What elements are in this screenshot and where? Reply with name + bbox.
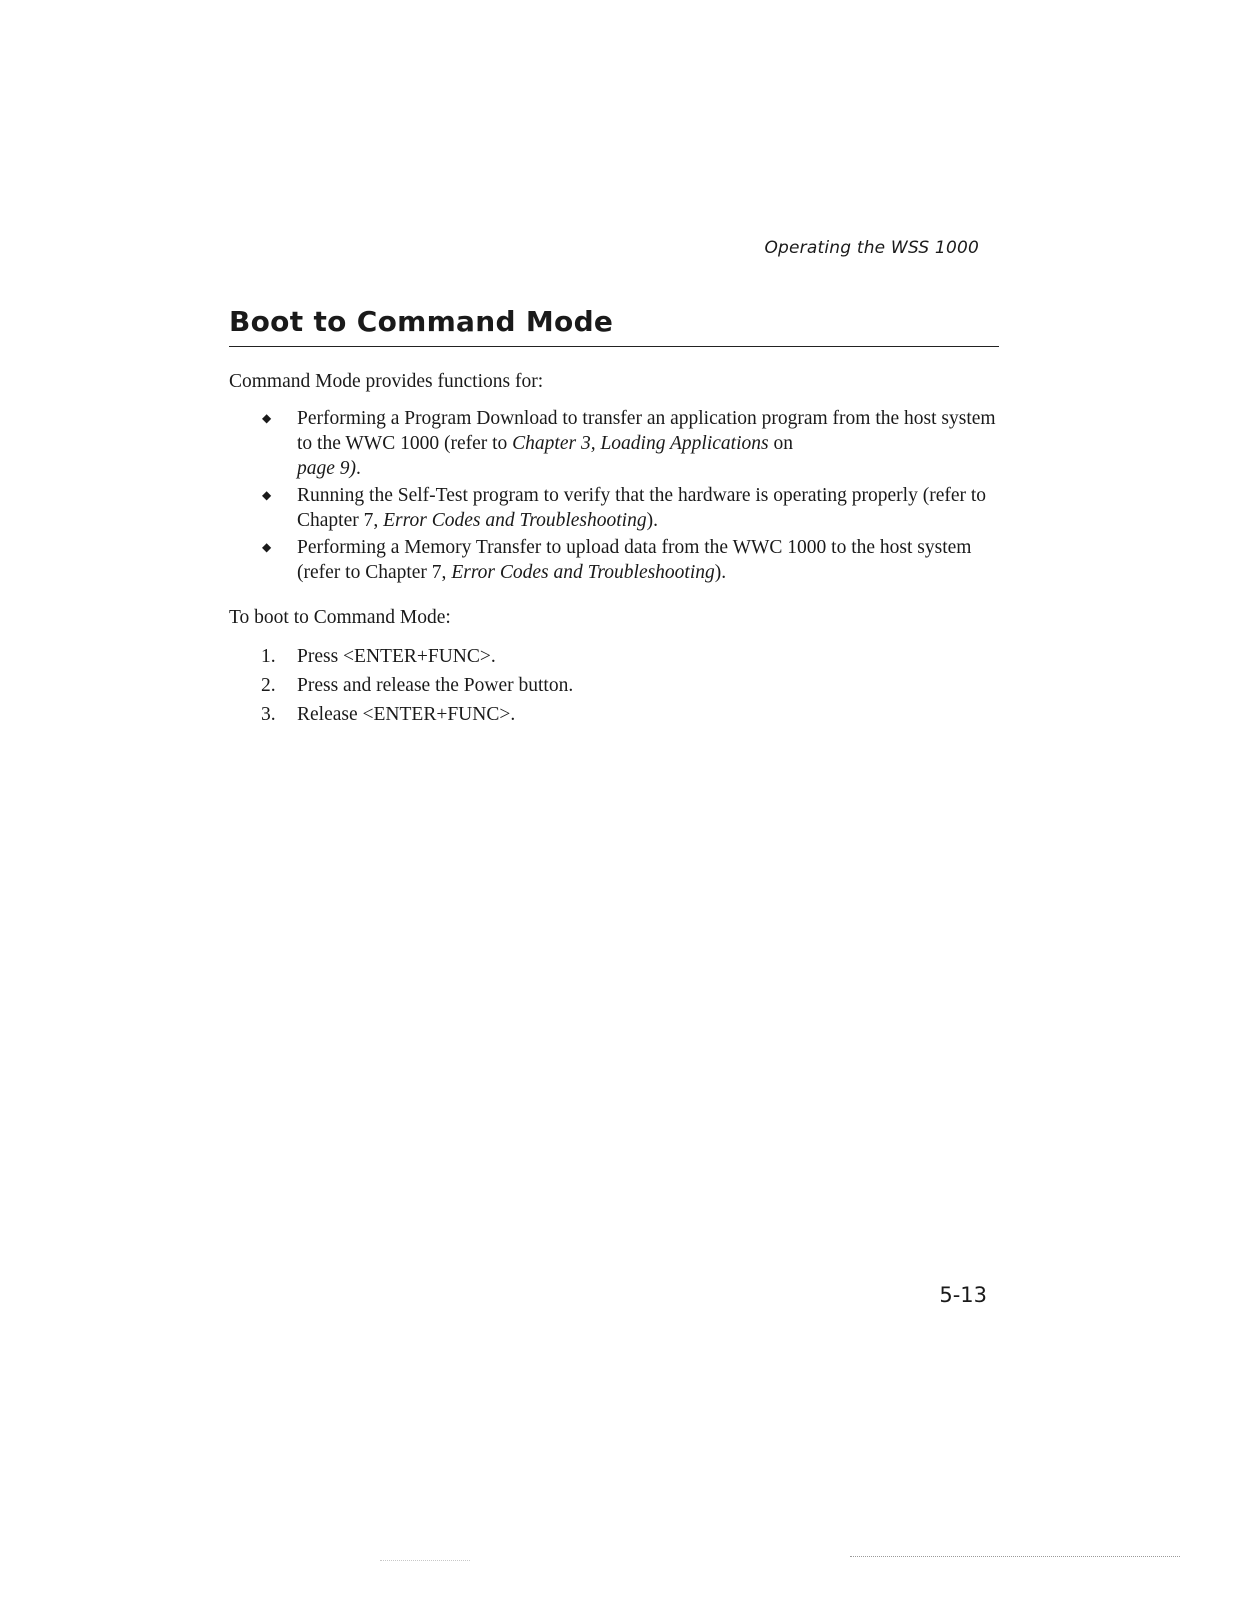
step-item [229, 644, 573, 673]
bullet-text: Performing a Program Download to transfer an application program from the host system to the WWC 1000 (refer to [297, 408, 996, 454]
cross-reference: Error Codes and Troubleshooting [451, 562, 715, 583]
steps-lead: To boot to Command Mode: [229, 607, 451, 628]
intro-paragraph: Command Mode provides functions for: [229, 371, 544, 392]
procedure-steps [229, 644, 573, 731]
list-item [229, 483, 1009, 533]
bullet-text: Running the Self-Test program to verify that the hardware is operating properly (refer to Chapter 7, [297, 485, 987, 531]
diamond-bullet-icon: ◆ [262, 488, 272, 502]
page-number: 5-13 [939, 1283, 987, 1307]
bullet-text: Performing a Memory Transfer to upload data from the WWC 1000 to the host system (refer to Chapter 7, [297, 537, 972, 583]
bullet-text-connector: on [768, 433, 793, 454]
section-title: Boot to Command Mode [229, 305, 614, 338]
function-list [229, 406, 1009, 587]
cross-reference: Chapter 3, Loading Applications [512, 433, 769, 454]
step-text: Release <ENTER+FUNC>. [297, 704, 516, 725]
step-item [229, 702, 573, 731]
list-item [229, 406, 1009, 481]
step-number: 1. [261, 646, 276, 667]
list-item [229, 535, 1009, 585]
step-text-after: button. [513, 675, 574, 696]
page-reference: page 9) [297, 458, 357, 479]
step-text: Press <ENTER+FUNC>. [297, 646, 496, 667]
cross-reference: Error Codes and Troubleshooting [383, 510, 647, 531]
bullet-text-end: . [356, 458, 361, 479]
step-item [229, 673, 573, 702]
diamond-bullet-icon: ◆ [262, 411, 272, 425]
button-name: Power [463, 675, 514, 696]
step-number: 3. [261, 704, 276, 725]
scan-artifact [380, 1560, 470, 1561]
bullet-text-end: ). [646, 510, 658, 531]
running-header: Operating the WSS 1000 [764, 238, 979, 258]
step-number: 2. [261, 675, 276, 696]
scan-artifact [850, 1556, 1180, 1557]
bullet-text-end: ). [714, 562, 727, 583]
title-rule [229, 346, 999, 347]
diamond-bullet-icon: ◆ [262, 540, 272, 554]
step-text: Press and release the [297, 675, 464, 696]
